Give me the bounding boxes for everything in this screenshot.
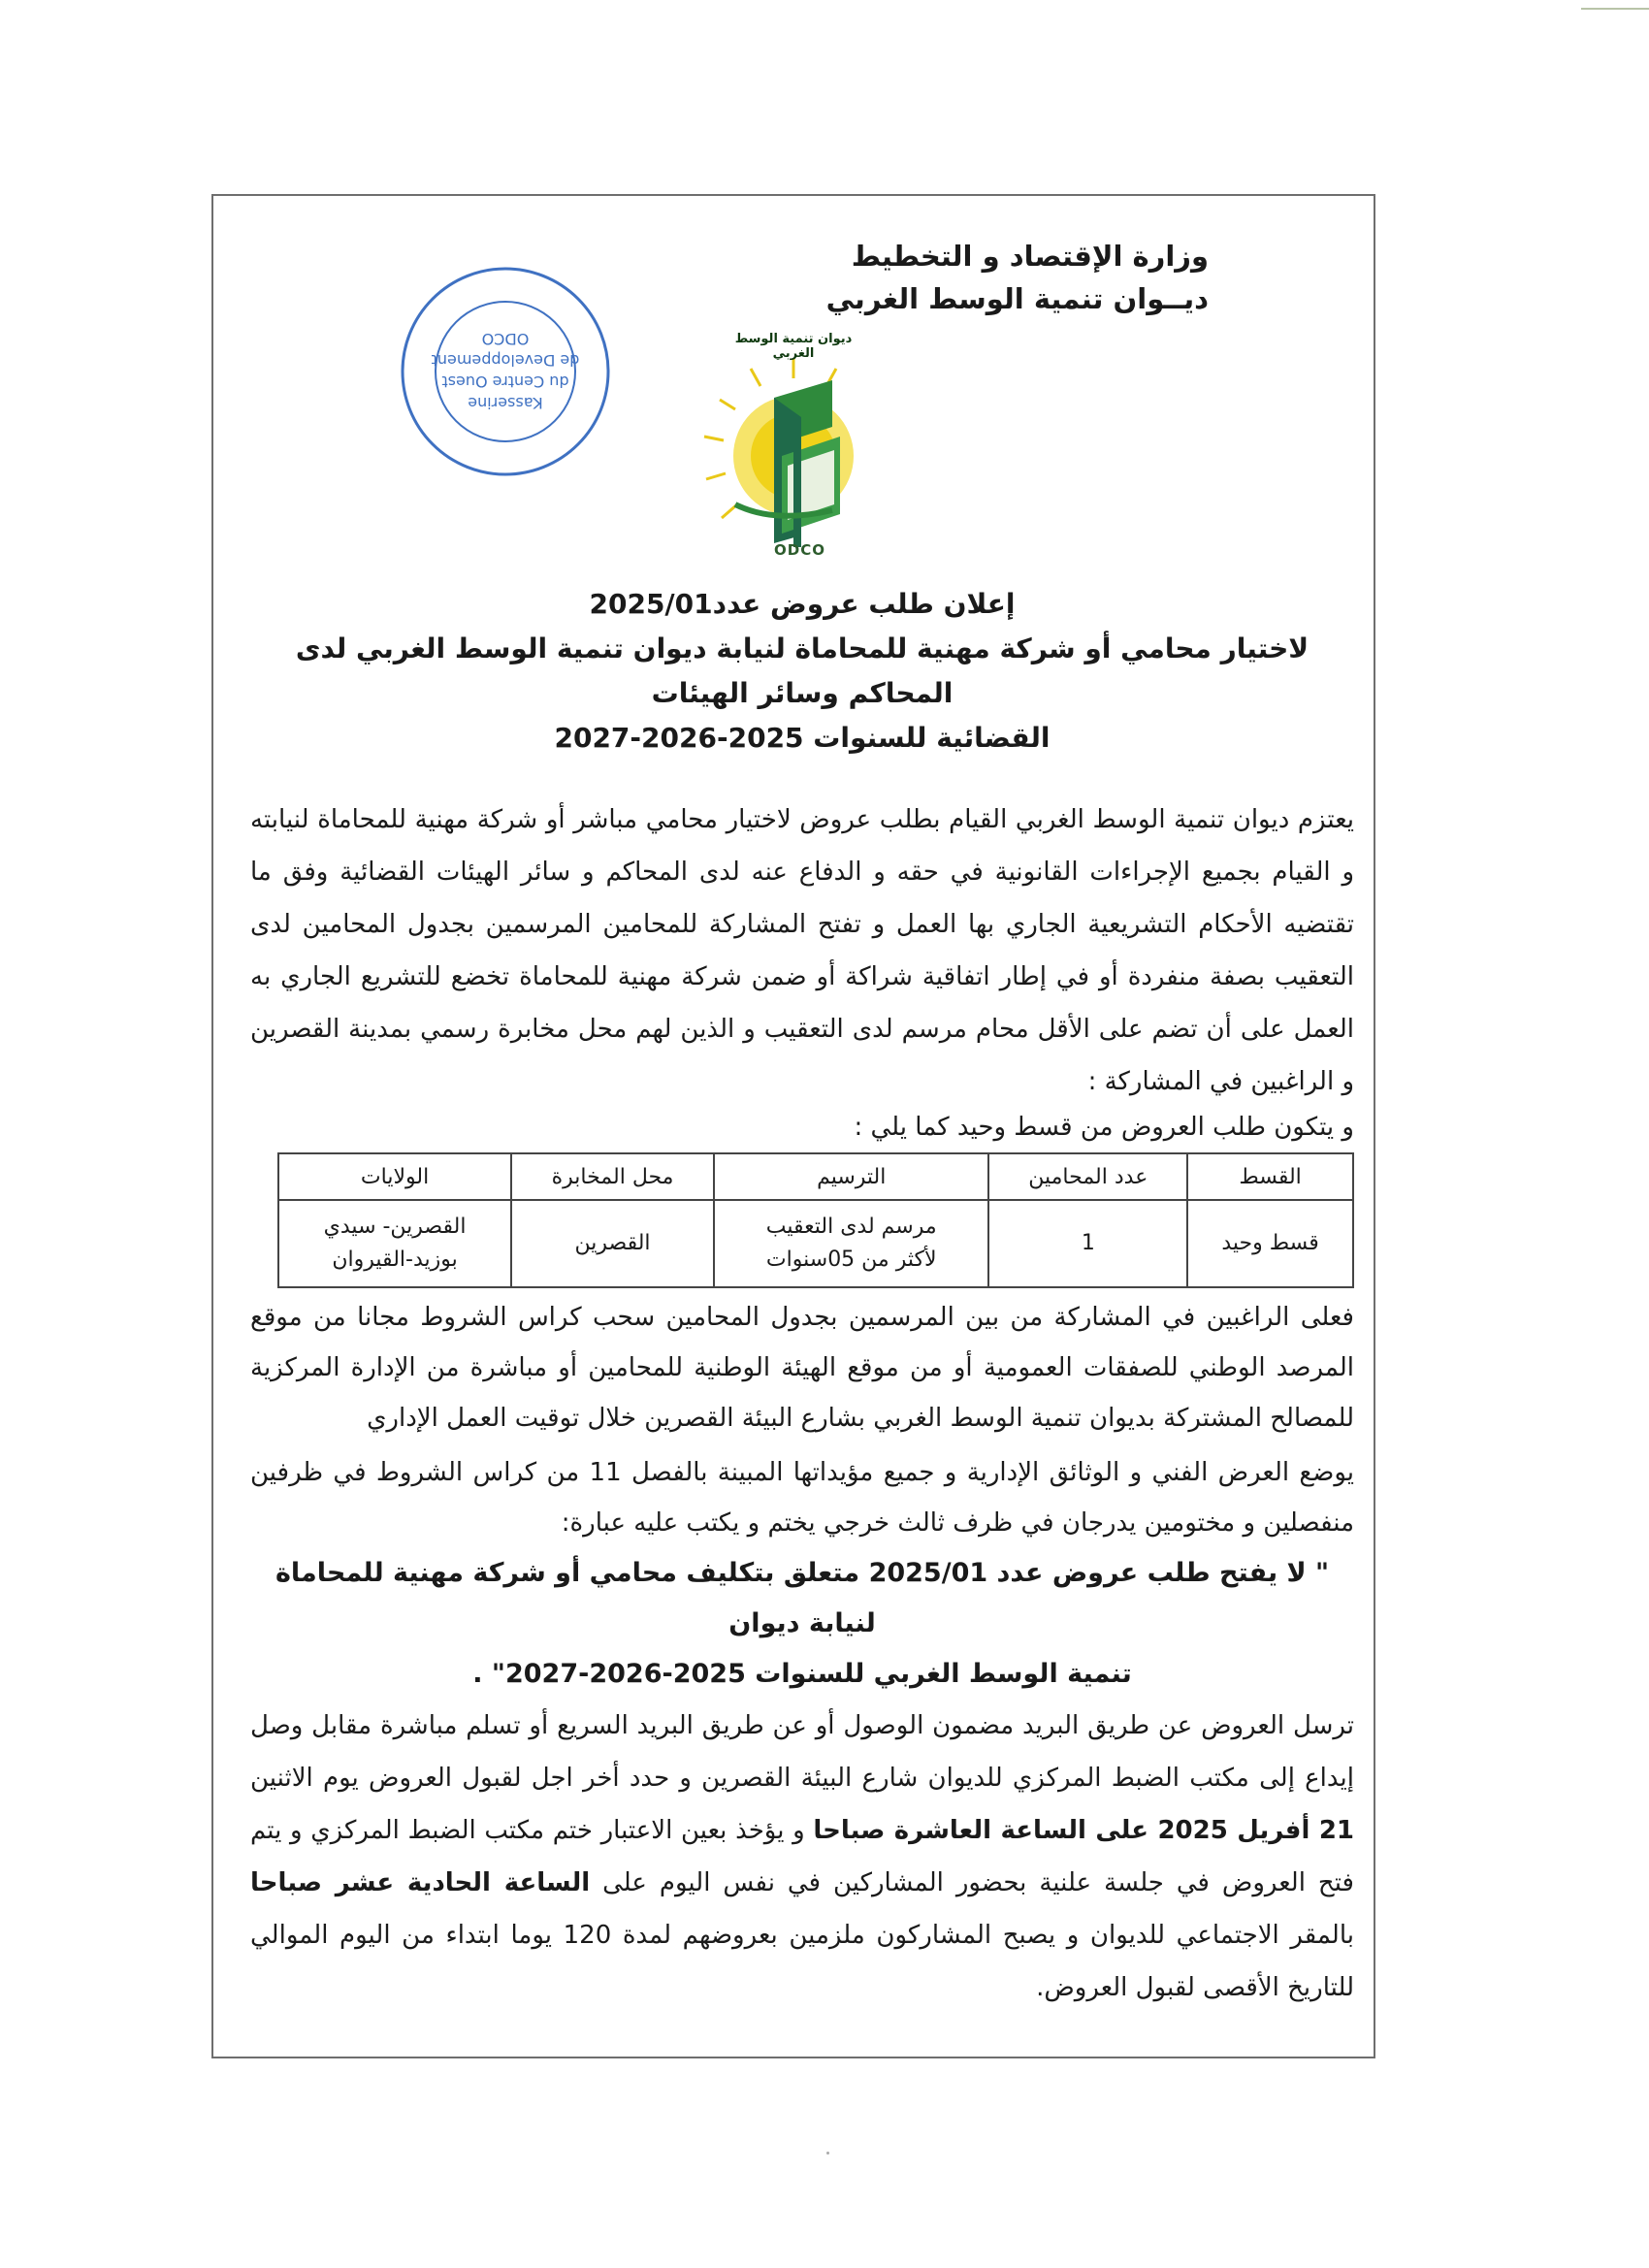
header-lot: القسط <box>1187 1153 1353 1200</box>
title-line-2: لاختيار محامي أو شركة مهنية للمحاماة لنيابة ديوان تنمية الوسط الغربي لدى المحاكم وسائر الهيئات <box>295 632 1310 709</box>
title-line-1: إعلان طلب عروض عدد2025/01 <box>589 588 1016 620</box>
submission-text-3: بالمقر الاجتماعي للديوان و يصبح المشاركون ملزمين بعروضهم لمدة 120 يوما ابتداء من اليوم الموالي للتاريخ الأقصى لقبول العروض. <box>250 1921 1354 2002</box>
header-registration: الترسيم <box>714 1153 989 1200</box>
deadline-text: 21 أفريل 2025 على الساعة العاشرة صباحا <box>813 1816 1355 1845</box>
table-intro: و يتكون طلب العروض من قسط وحيد كما يلي : <box>854 1113 1354 1142</box>
header-states: الولايات <box>278 1153 511 1200</box>
top-edge-rule <box>1581 8 1649 10</box>
conditions-paragraph: فعلى الراغبين في المشاركة من بين المرسمين بجدول المحامين سحب كراس الشروط مجانا من موقع المرصد الوطني للصفقات العمومية أو من موقع الهيئة الوطنية للمحامين أو مباشرة من الإدارة المركزية للمصالح المشتركة بديوان تنمية الوسط الغربي بشارع البيئة القصرين خلال توقيت العمل الإداري <box>250 1303 1354 1433</box>
states-line-1: القصرين- سيدي <box>323 1215 467 1239</box>
states-line-2: بوزيد-القيروان <box>332 1247 458 1272</box>
envelope-text-line-2: تنمية الوسط الغربي للسنوات 2025-2026-2027" . <box>472 1659 1132 1689</box>
scan-speck <box>826 2152 829 2155</box>
envelope-text-line-1: " لا يفتح طلب عروض عدد 2025/01 متعلق بتكليف محامي أو شركة مهنية للمحاماة لنيابة ديوان <box>275 1558 1330 1638</box>
cell-registration <box>714 1200 989 1287</box>
table-row <box>278 1200 1353 1287</box>
announcement-title <box>250 582 1354 761</box>
envelope-paragraph: يوضع العرض الفني و الوثائق الإدارية و جميع مؤيداتها المبينة بالفصل 11 من كراس الشروط في ظرفين منفصلين و مختومين يدرجان في ظرف ثالث خرجي يختم و يكتب عليه عبارة: <box>250 1458 1354 1538</box>
submission-text-1: ترسل العروض عن طريق البريد مضمون الوصول أو عن طريق البريد السريع أو تسلم مباشرة مقابل وصل إيداع إلى مكتب الضبط المركزي للديوان شارع البيئة القصرين و حدد أخر اجل لقبول العروض يوم الاثنين <box>250 1711 1354 1793</box>
lots-table <box>277 1152 1354 1288</box>
cell-states <box>278 1200 511 1287</box>
registration-line-1: مرسم لدى التعقيب <box>765 1215 937 1239</box>
svg-text:de Developpement: de Developpement <box>431 351 580 370</box>
svg-text:du Centre Ouest: du Centre Ouest <box>441 373 569 391</box>
cell-lawyers: 1 <box>988 1200 1187 1287</box>
registration-line-2: لأكثر من 05سنوات <box>765 1247 937 1272</box>
header-lawyers: عدد المحامين <box>988 1153 1187 1200</box>
intro-paragraph: يعتزم ديوان تنمية الوسط الغربي القيام بطلب عروض لاختيار محامي مباشر أو شركة مهنية للمحاماة لنيابته و القيام بجميع الإجراءات القانونية في حقه و الدفاع عنه لدى المحاكم و سائر الهيئات القضائية وفق ما تقتضيه الأحكام التشريعية الجاري بها العمل و تفتح المشاركة للمحامين المرسمين بجدول المحامين لدى التعقيب بصفة منفردة أو في إطار اتفاقية شراكة أو ضمن شركة مهنية للمحاماة تخضع للتشريع الجاري به العمل على أن تضم على الأقل محام مرسم لدى التعقيب و الذين لهم محل مخابرة رسمي بمدينة القصرين و الراغبين في المشاركة : <box>250 805 1354 1096</box>
cell-address: القصرين <box>511 1200 714 1287</box>
svg-text:ODCO: ODCO <box>481 330 530 348</box>
logo-acronym: ODCO <box>774 541 825 559</box>
document-content <box>250 231 1354 2014</box>
svg-text:Kasserine: Kasserine <box>468 394 543 412</box>
submission-text-2: و يؤخذ بعين الاعتبار ختم مكتب الضبط المركزي و يتم فتح العروض في جلسة علنية بحضور المشاركين في نفس اليوم على <box>250 1816 1354 1897</box>
table-header-row <box>278 1153 1353 1200</box>
logo-caption: ديوان تنمية الوسط الغربي <box>734 332 853 361</box>
svg-text:ODCO Kasserine ✱ ديوان تنمية ا <box>606 477 617 483</box>
title-line-3: القضائية للسنوات 2025-2026-2027 <box>554 722 1051 754</box>
ministry-name: وزارة الإقتصاد و التخطيط <box>851 240 1209 273</box>
header-address: محل المخابرة <box>511 1153 714 1200</box>
office-name: ديــوان تنمية الوسط الغربي <box>825 282 1209 315</box>
opening-time-text: الساعة الحادية عشر صباحا <box>250 1868 591 1897</box>
logo-row <box>250 320 1354 582</box>
stamp-seal-icon <box>394 260 617 483</box>
official-stamp <box>394 260 617 483</box>
submission-paragraph <box>250 1700 1354 2014</box>
cell-lot: قسط وحيد <box>1187 1200 1353 1287</box>
